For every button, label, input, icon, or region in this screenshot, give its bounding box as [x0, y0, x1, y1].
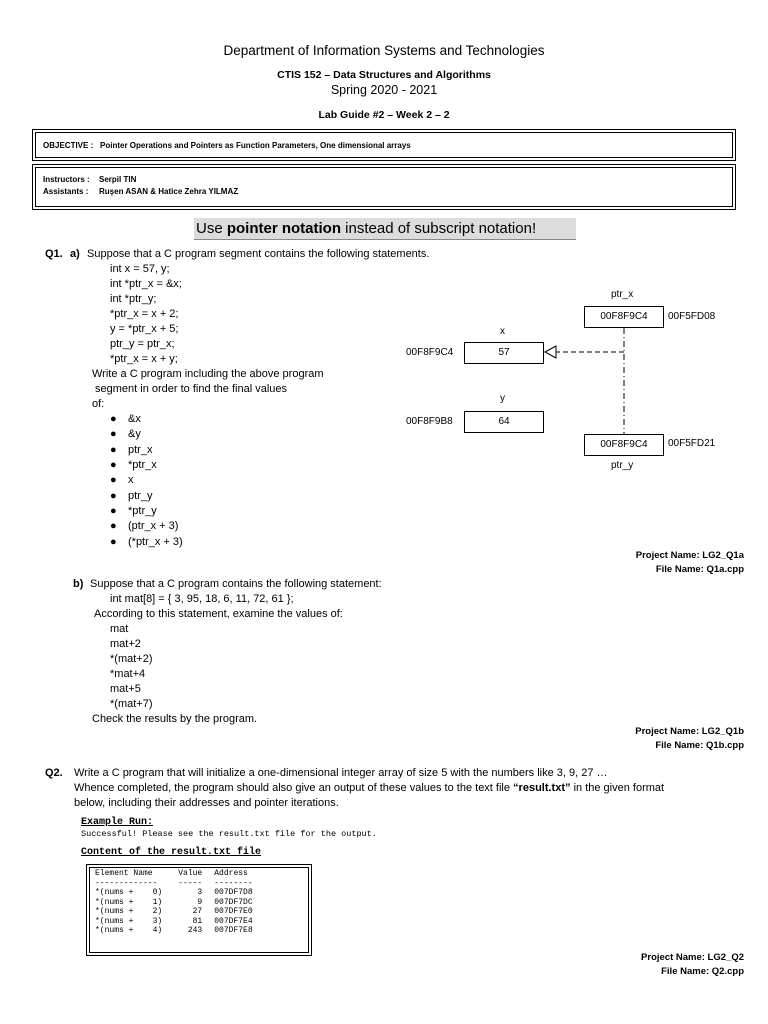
- result-table: [95, 869, 257, 936]
- q1b-item: mat+2: [110, 638, 141, 650]
- q1b-item: mat: [110, 623, 129, 635]
- q2-line3: below, including their addresses and pointer iterations.: [74, 797, 339, 809]
- table-separator-row: ------------- ----- --------: [95, 878, 253, 888]
- table-row: *(nums + 4) 243 007DF7E8: [95, 926, 253, 935]
- q2-file-name: File Name: Q2.cpp: [661, 966, 744, 977]
- q1a-code-line: int x = 57, y;: [110, 263, 170, 275]
- assistants-label: Assistants :: [43, 187, 89, 196]
- q2-line1: Write a C program that will initialize a one-dimensional integer array of size 5 with the numbers like 3, 9, 27 …: [74, 767, 608, 779]
- objective-label: OBJECTIVE :: [43, 141, 94, 150]
- q1a-code-line: int *ptr_x = &x;: [110, 278, 182, 290]
- q1a-text3: of:: [92, 398, 105, 410]
- example-run-title: Example Run:: [81, 817, 154, 828]
- example-run-output: Successful! Please see the result.txt file for the output.: [81, 829, 377, 839]
- q1a-intro: Suppose that a C program segment contains the following statements.: [87, 248, 430, 260]
- term-title: Spring 2020 - 2021: [330, 83, 438, 97]
- course-title: CTIS 152 – Data Structures and Algorithms: [277, 69, 491, 81]
- q1a-text2: segment in order to find the final values: [95, 383, 288, 395]
- q1a-code-line: y = *ptr_x + 5;: [110, 323, 179, 335]
- column-header: Address: [214, 869, 248, 878]
- result-file-box: [86, 864, 312, 956]
- banner-pre: Use: [196, 220, 227, 237]
- ptr-x-box: 00F8F9C4: [584, 306, 664, 328]
- ptr-x-label: ptr_x: [611, 289, 634, 300]
- q2-project-name: Project Name: LG2_Q2: [641, 952, 744, 963]
- q1-label: Q1.: [45, 248, 63, 260]
- q1b-check: Check the results by the program.: [92, 713, 258, 725]
- q1a-code-line: int *ptr_y;: [110, 293, 157, 305]
- ptr-y-address: 00F5FD21: [668, 438, 716, 449]
- instructors-label: Instructors :: [43, 175, 90, 184]
- ptr-y-box: 00F8F9C4: [584, 434, 664, 456]
- lab-title: Lab Guide #2 – Week 2 – 2: [318, 109, 450, 121]
- q1b-file-name: File Name: Q1b.cpp: [655, 740, 744, 751]
- banner-bold: pointer notation: [226, 220, 341, 237]
- q1a-file-name: File Name: Q1a.cpp: [655, 564, 744, 575]
- table-row: *(nums + 1) 9 007DF7DC: [95, 897, 253, 907]
- q1b-item: mat+5: [110, 683, 141, 695]
- x-box: 57: [464, 342, 544, 364]
- q1b-item: *(mat+2): [110, 653, 153, 665]
- q1b-code: int mat[8] = { 3, 95, 18, 6, 11, 72, 61 };: [110, 593, 294, 605]
- q1a-code-line: *ptr_x = x + y;: [110, 353, 178, 365]
- department-title: Department of Information Systems and Technologies: [223, 43, 545, 58]
- table-row: *(nums + 2) 27 007DF7E0: [95, 907, 253, 916]
- q1a-code-line: *ptr_x = x + 2;: [110, 308, 179, 320]
- pointer-arrowhead: [545, 346, 556, 358]
- x-address: 00F8F9C4: [406, 347, 454, 358]
- q1a-code-line: ptr_y = ptr_x;: [110, 338, 175, 350]
- q1a-text1: Write a C program including the above program: [92, 368, 324, 380]
- q1a-label: a): [70, 248, 80, 260]
- q1b-intro: Suppose that a C program contains the following statement:: [90, 578, 382, 590]
- q1b-item: *mat+4: [110, 668, 146, 680]
- q1a-project-name: Project Name: LG2_Q1a: [635, 550, 744, 561]
- y-box: 64: [464, 411, 544, 433]
- q1b-item: *(mat+7): [110, 698, 153, 710]
- y-label: y: [500, 393, 505, 404]
- assistants-value: Ruşen ASAN & Hatice Zehra YILMAZ: [99, 187, 239, 196]
- banner-post: instead of subscript notation!: [341, 220, 537, 237]
- q1b-text: According to this statement, examine the values of:: [94, 608, 343, 620]
- ptr-x-address: 00F5FD08: [668, 311, 716, 322]
- table-row: *(nums + 3) 81 007DF7E4: [95, 916, 253, 926]
- q2-line2: Whence completed, the program should also give an output of these values to the text file “result.txt” in the given format: [74, 782, 665, 794]
- y-address: 00F8F9B8: [406, 416, 453, 427]
- column-header: Value: [178, 869, 203, 878]
- ptr-y-label: ptr_y: [611, 460, 634, 471]
- q2-label: Q2.: [45, 767, 63, 779]
- table-header-row: [95, 869, 257, 879]
- column-header: Element Name: [95, 869, 153, 878]
- instructors-value: Serpil TIN: [99, 175, 137, 184]
- q1b-label: b): [73, 578, 84, 590]
- result-file-title: Content of the result.txt file: [81, 847, 262, 858]
- objective-text: Pointer Operations and Pointers as Function Parameters, One dimensional arrays: [100, 141, 411, 150]
- q1b-project-name: Project Name: LG2_Q1b: [635, 726, 744, 737]
- table-row: *(nums + 0) 3 007DF7D8: [95, 888, 253, 897]
- x-label: x: [500, 326, 505, 337]
